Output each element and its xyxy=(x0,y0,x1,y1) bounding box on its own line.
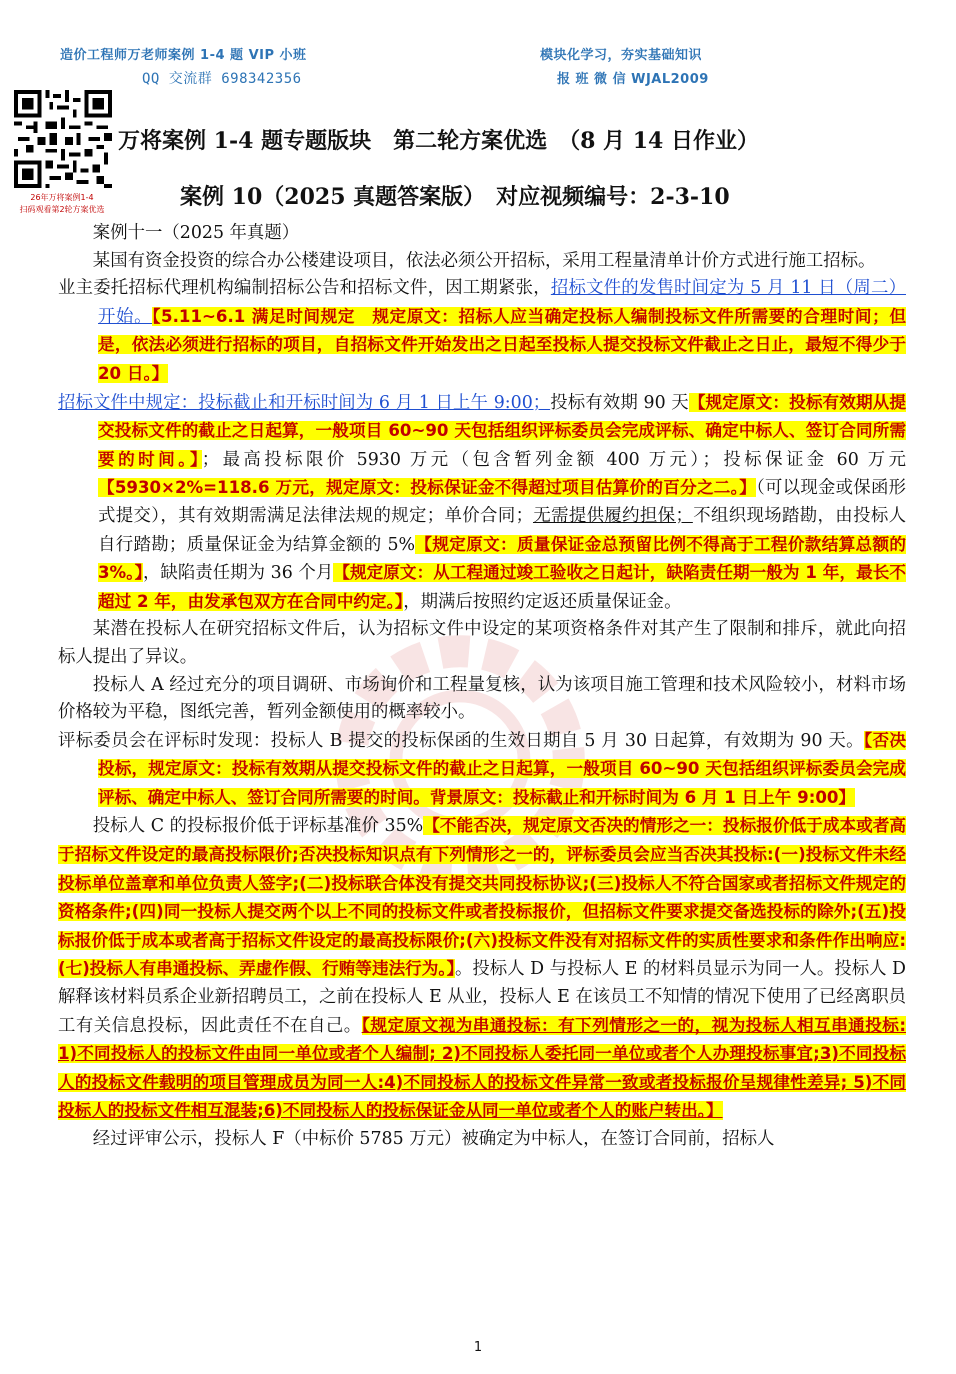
marked-text-sale-date: 招标文件的发售时间定为 5 月 11 日（周二）开始。 xyxy=(98,278,906,327)
paragraph-bidder-a: 投标人 A 经过充分的项目调研、市场询价和工程量复核，认为该项目施工管理和技术风险较小，材料市场价格较为平稳，图纸完善，暂列金额使用的概率较小。 xyxy=(58,674,906,723)
paragraph-tender-terms xyxy=(58,389,906,617)
page-title: 万将案例 1-4 题专题版块 第二轮方案优选 （8 月 14 日作业） xyxy=(118,128,759,154)
case-heading: 案例十一（2025 年真题） xyxy=(92,223,300,243)
paragraph-bidder-c-d-e xyxy=(58,812,906,1126)
page-subtitle: 案例 10（2025 真题答案版） 对应视频编号：2-3-10 xyxy=(180,184,730,210)
text-span: ，缺陷责任期为 36 个月 xyxy=(142,563,334,584)
header-left-line1: 造价工程师万老师案例 1-4 题 VIP 小班 xyxy=(60,48,307,63)
text-span: 业主委托招标代理机构编制招标公告和招标文件，因工期紧张， xyxy=(58,278,551,299)
marked-text-no-guarantee: 无需提供履约担保； xyxy=(532,505,693,526)
qr-caption-line1: 26年万将案例1-4 xyxy=(30,193,94,202)
text-span: 投标人 C 的投标报价低于评标基准价 35% xyxy=(92,816,424,837)
annotation-reject-rules: 【不能否决，规定原文否决的情形之一：投标报价低于成本或者高于招标文件设定的最高投标限价;否决投标知识点有下列情形之一的，评标委员会应当否决其投标:(一)投标文件未经投标单位盖章和单位负责人签字;(二)投标联合体没有提交共同投标协议;(三)投标人不符合国家或者招标文件规定的资格条件;(四)同一投标人提交两个以上不同的投标文件或者投标报价，但招标文件要求提交备选投标的除外;(五)投标报价低于成本或者高于招标文件设定的最高投标限价;(六)投标文件没有对招标文件的实质性要求和条件作出响应:(七)投标人有串通投标、弄虚作假、行贿等违法行为。】 xyxy=(58,816,907,979)
annotation-collusion-rule: 【规定原文视为串通投标：有下列情形之一的，视为投标人相互串通投标: 1)不同投标人的投标文件由同一单位或者个人编制; 2)不同投标人委托同一单位或者个人办理投标事宜;3)不同投标人的投标文件载明的项目管理成员为同一人:4)不同投标人的投标文件异常一致或者投标报价呈规律性差异; 5)不同投标人的投标文件相互混装;6)不同投标人的投标保证金从同一单位或者个人的账户转出。】 xyxy=(58,1015,906,1121)
text-span: 。投标人 D 与投标人 E 的材料员显示为同一人。投标人 D 解释该材料员系企业新招聘员工，之前在投标人 E 从业，投标人 E 在该员工不知情的情况下使用了已经离职员工有关信息投标，因此责任不在自己。 xyxy=(58,959,906,1036)
annotation-defect-period-rule: 【规定原文：从工程通过竣工验收之日起计，缺陷责任期一般为 1 年，最长不超过 2 年，由发承包双方在合同中约定。】 xyxy=(98,563,906,611)
document-body xyxy=(58,220,906,1154)
annotation-reject-bidder-b: 【否决投标，规定原文：投标有效期从提交投标文件的截止之日起算，一般项目 60~90 天包括组织评标委员会完成评标、确定中标人、签订合同所需要的时间。背景原文：投标截止和开标时间为 6 月 1 日上午 9:00】 xyxy=(98,730,906,807)
annotation-bond-rule: 【5930×2%=118.6 万元，规定原文：投标保证金不得超过项目估算价的百分之二。】 xyxy=(98,478,757,498)
page-number: 1 xyxy=(473,1340,483,1355)
paragraph-objection: 某潜在投标人在研究招标文件后，认为招标文件中设定的某项资格条件对其产生了限制和排斥，就此向招标人提出了异议。 xyxy=(58,619,906,667)
qr-code-icon[interactable] xyxy=(14,90,112,188)
marked-text-deadline: 招标文件中规定：投标截止和开标时间为 6 月 1 日上午 9:00； xyxy=(58,392,551,413)
annotation-time-rule: 【5.11~6.1 满足时间规定 规定原文：招标人应当确定投标人编制投标文件所需要的合理时间；但是，依法必须进行招标的项目，自招标文件开始发出之日起至投标人提交投标文件截止之日止，最短不得少于 20 日。】 xyxy=(98,306,906,383)
paragraph-background: 某国有资金投资的综合办公楼建设项目，依法必须公开招标，采用工程量清单计价方式进行施工招标。 xyxy=(92,250,876,271)
annotation-retention-rule: 【规定原文：质量保证金总预留比例不得高于工程价款结算总额的 3%。】 xyxy=(98,534,906,583)
text-span: （可以现金或保函形式提交），其有效期需满足法律法规的规定；单价合同； xyxy=(98,478,906,526)
paragraph-tender-docs xyxy=(58,275,906,388)
annotation-validity-rule: 【规定原文：投标有效期从提交投标文件的截止之日起算，一般项目 60~90 天包括组织评标委员会完成评标、确定中标人、签订合同所需要的时间。】 xyxy=(98,392,907,469)
text-span: 投标有效期 90 天 xyxy=(550,392,689,413)
header-right-line2: 报 班 微 信 WJAL2009 xyxy=(557,72,709,87)
text-span: 不组织现场踏勘，由投标人自行踏勘；质量保证金为结算金额的 5% xyxy=(98,505,906,555)
text-span: 评标委员会在评标时发现：投标人 B 提交的投标保函的生效日期自 5 月 30 日起算，有效期为 90 天。 xyxy=(58,730,864,751)
paragraph-winner: 经过评审公示，投标人 F（中标价 5785 万元）被确定为中标人，在签订合同前，招标人 xyxy=(92,1129,775,1149)
text-span: ，期满后按照约定返还质量保证金。 xyxy=(403,591,682,612)
header-left-line2: QQ 交流群 698342356 xyxy=(142,71,302,87)
text-span: ；最高投标限价 5930 万元（包含暂列金额 400 万元）；投标保证金 60 万元 xyxy=(201,449,906,470)
qr-caption-line2: 扫码观看第2轮方案优选 xyxy=(19,205,105,214)
header-right-line1: 模块化学习，夯实基础知识 xyxy=(540,48,703,63)
paragraph-bidder-b xyxy=(58,727,906,813)
